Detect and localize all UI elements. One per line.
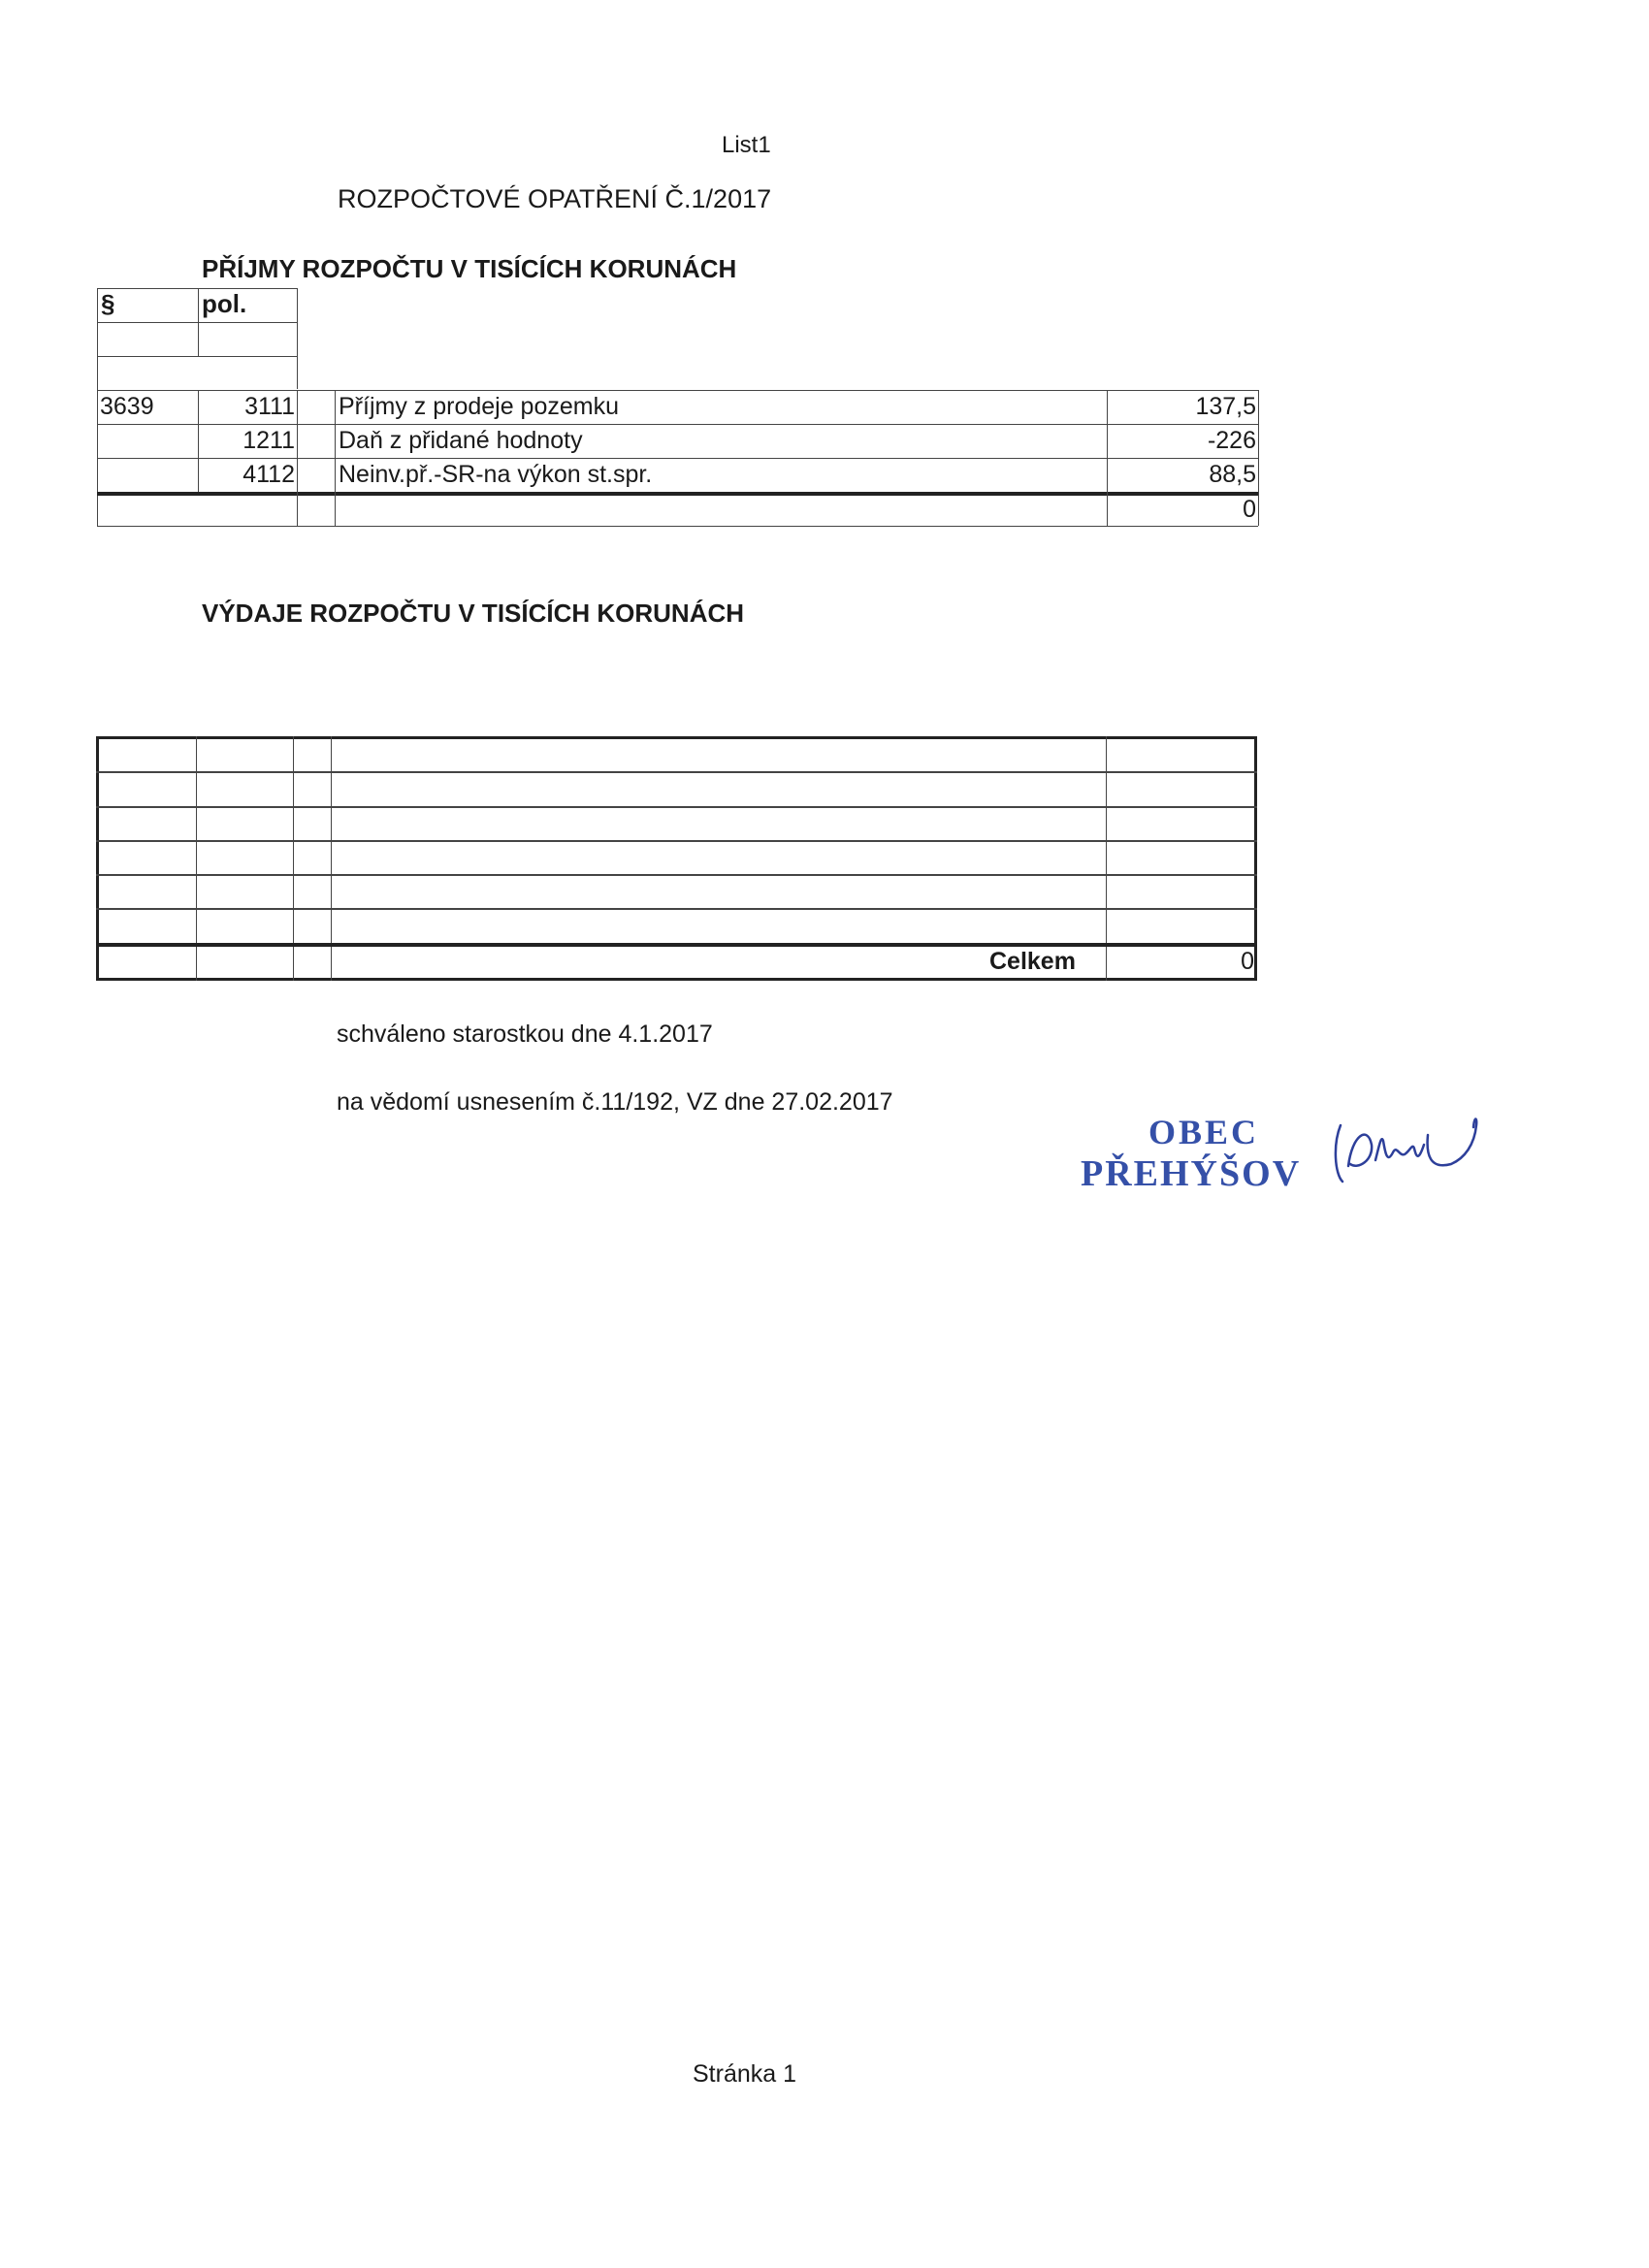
col-item-header: pol. bbox=[202, 289, 247, 318]
page-footer: Stránka 1 bbox=[693, 2060, 797, 2088]
amount-cell: 88,5 bbox=[1209, 461, 1256, 488]
amount-cell: 137,5 bbox=[1195, 393, 1256, 420]
item-cell: 3111 bbox=[244, 393, 295, 420]
stamp-line-2: PŘEHÝŠOV bbox=[1081, 1153, 1302, 1194]
expense-section-title: VÝDAJE ROZPOČTU V TISÍCÍCH KORUNÁCH bbox=[202, 599, 745, 628]
description-cell: Příjmy z prodeje pozemku bbox=[339, 393, 620, 420]
description-cell: Neinv.př.-SR-na výkon st.spr. bbox=[339, 461, 653, 488]
expense-total-label: Celkem bbox=[989, 948, 1076, 975]
amount-cell: -226 bbox=[1207, 427, 1256, 454]
income-section-title: PŘÍJMY ROZPOČTU V TISÍCÍCH KORUNÁCH bbox=[202, 254, 737, 283]
acknowledgement-note: na vědomí usnesením č.11/192, VZ dne 27.02.2017 bbox=[337, 1088, 893, 1116]
sheet-name: List1 bbox=[722, 132, 771, 158]
paragraph-cell: 3639 bbox=[100, 393, 154, 420]
municipal-stamp bbox=[1081, 1112, 1301, 1195]
item-cell: 4112 bbox=[242, 461, 295, 488]
document-title: ROZPOČTOVÉ OPATŘENÍ Č.1/2017 bbox=[338, 184, 772, 213]
signature-icon bbox=[1329, 1106, 1494, 1193]
stamp-line-1: OBEC bbox=[1148, 1113, 1260, 1151]
approval-note: schváleno starostkou dne 4.1.2017 bbox=[337, 1021, 713, 1048]
expense-total: 0 bbox=[1241, 948, 1254, 975]
col-paragraph-header: § bbox=[101, 289, 115, 318]
description-cell: Daň z přidané hodnoty bbox=[339, 427, 583, 454]
income-total: 0 bbox=[1243, 496, 1256, 523]
item-cell: 1211 bbox=[242, 427, 295, 454]
